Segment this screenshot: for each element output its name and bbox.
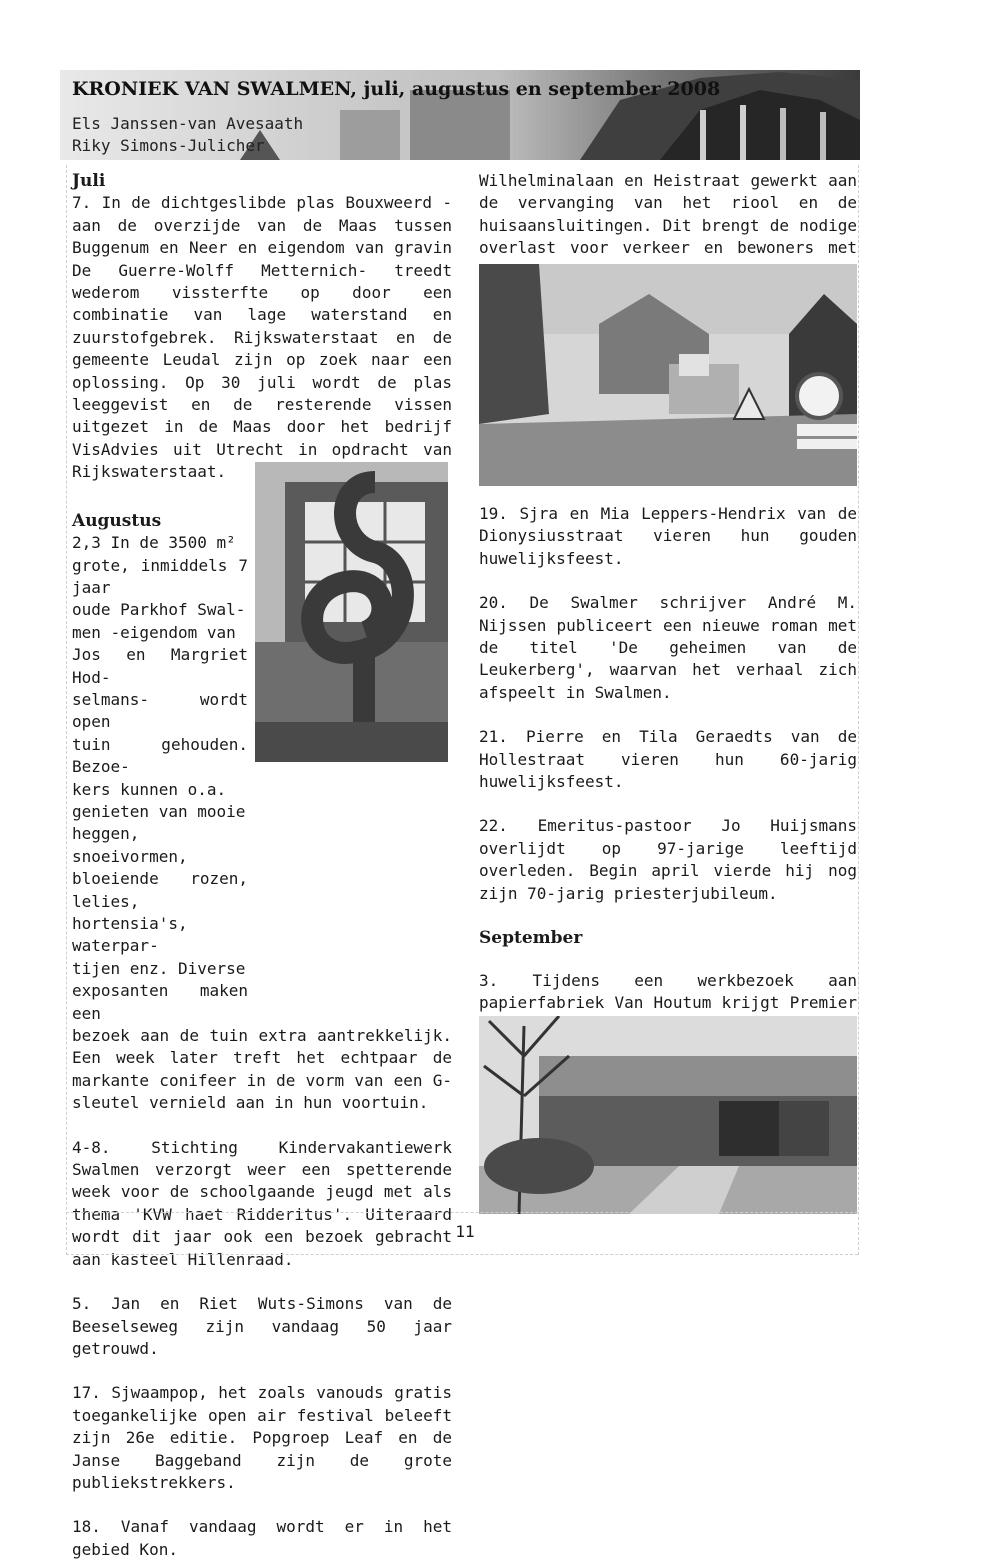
text-line: hortensia's, waterpar-: [72, 914, 188, 956]
text-line: grote, inmiddels 7 jaar: [72, 555, 248, 597]
text-line: exposanten maken een: [72, 981, 248, 1023]
section-heading-juli: Juli: [72, 171, 106, 191]
section-heading-september: September: [479, 928, 583, 949]
topiary-photo: [255, 462, 448, 762]
entry-aug-19: 19. Sjra en Mia Leppers-Hendrix van de Dionysiusstraat vieren hun gouden huwelijksfeest.: [479, 504, 857, 568]
road-works-photo-art: [479, 264, 857, 486]
frame-guide-bottom: [66, 1212, 858, 1213]
text-line: men -eigendom van: [72, 622, 236, 642]
frame-guide-footer: [66, 1254, 858, 1255]
text-line: Jos en Margriet Hod-: [72, 645, 248, 687]
factory-photo-art: [479, 1016, 857, 1214]
frame-guide-left: [66, 165, 67, 1255]
road-works-photo: [479, 264, 857, 486]
text-line: 2,3 In de 3500 m²: [72, 533, 236, 553]
text-line: bloeiende rozen, lelies,: [72, 869, 248, 911]
text-line: genieten van mooie: [72, 801, 246, 821]
topiary-photo-art: [255, 462, 448, 762]
author-1: Els Janssen-van Avesaath: [72, 114, 304, 133]
section-heading-augustus: Augustus: [72, 510, 162, 531]
entry-aug-21: 21. Pierre en Tila Geraedts van de Hollestraat vieren hun 60-jarig huwelijksfeest.: [479, 727, 857, 792]
text-line: heggen, snoeivormen,: [72, 824, 188, 866]
entry-aug-20: 20. De Swalmer schrijver André M. Nijssen publiceert een nieuwe roman met de titel 'De geheimen van de Leukerberg', waarvan het verhaal zich afspeelt in Swalmen.: [479, 593, 857, 702]
entry-aug-22: 22. Emeritus-pastoor Jo Huijsmans overlijdt op 97-jarige leeftijd overleden. Begin april vierde hij nog zijn 70-jarig priesterjubileum.: [479, 816, 857, 903]
left-column: [72, 170, 452, 1561]
text-line: selmans- wordt open: [72, 689, 248, 732]
page-number: 11: [455, 1222, 475, 1241]
entry-aug-4: 4-8. Stichting Kindervakantiewerk Swalmen verzorgt weer een spetterende week voor de schoolgaande jeugd met als thema 'KVW haet Ridderitus'. Uiteraard wordt dit jaar ook een bezoek gebracht aan kasteel Hillenraad.: [72, 1137, 452, 1269]
entry-aug-17: 17. Sjwaampop, het zoals vanouds gratis toegankelijke open air festival beleeft zijn 26e editie. Popgroep Leaf en de Janse Baggeband zijn de grote publiekstrekkers.: [72, 1383, 452, 1492]
entry-aug-18-continued: Wilhelminalaan en Heistraat gewerkt aan de vervanging van het riool en de huisaansluitingen. Dit brengt de nodige overlast voor verkeer en bewoners met: [479, 171, 857, 258]
text-line: oude Parkhof Swal-: [72, 600, 246, 620]
text-line: tijen enz. Diverse: [72, 958, 246, 978]
entry-aug-18: 18. Vanaf vandaag wordt er in het gebied Kon.: [72, 1517, 452, 1559]
entry-aug-5: 5. Jan en Riet Wuts-Simons van de Beeselseweg zijn vandaag 50 jaar getrouwd.: [72, 1294, 452, 1358]
text-line: tuin gehouden. Bezoe-: [72, 734, 248, 777]
entry-juli-7: 7. In de dichtgeslibde plas Bouxweerd -aan de overzijde van de Maas tussen Buggenum en Neer en eigendom van gravin De Guerre-Wolff Metternich- treedt wederom vissterfte op door een combinatie van lage waterstand en zuurstofgebrek. Rijkswaterstaat en de gemeente Leudal zijn op zoek naar een oplossing. Op 30 juli wordt de plas leeggevist en de resterende vissen uitgezet in de Maas door het bedrijf VisAdvies uit Utrecht in opdracht van Rijkswaterstaat.: [72, 193, 452, 482]
entry-sep-3: 3. Tijdens een werkbezoek aan papierfabriek Van Houtum krijgt Premier: [479, 970, 857, 1012]
author-2: Riky Simons-Julicher: [72, 136, 265, 155]
text-line: kers kunnen o.a.: [72, 779, 227, 799]
frame-guide-right: [858, 165, 859, 1255]
page-title: KRONIEK VAN SWALMEN, juli, augustus en september 2008: [72, 78, 721, 100]
entry-aug-2-rest: bezoek aan de tuin extra aantrekkelijk. Een week later treft het echtpaar de markante conifeer in de vorm van een G-sleutel vernield aan in hun voortuin.: [72, 1026, 452, 1113]
entry-aug-2-wrapped: [72, 532, 248, 1025]
factory-photo: [479, 1016, 857, 1214]
